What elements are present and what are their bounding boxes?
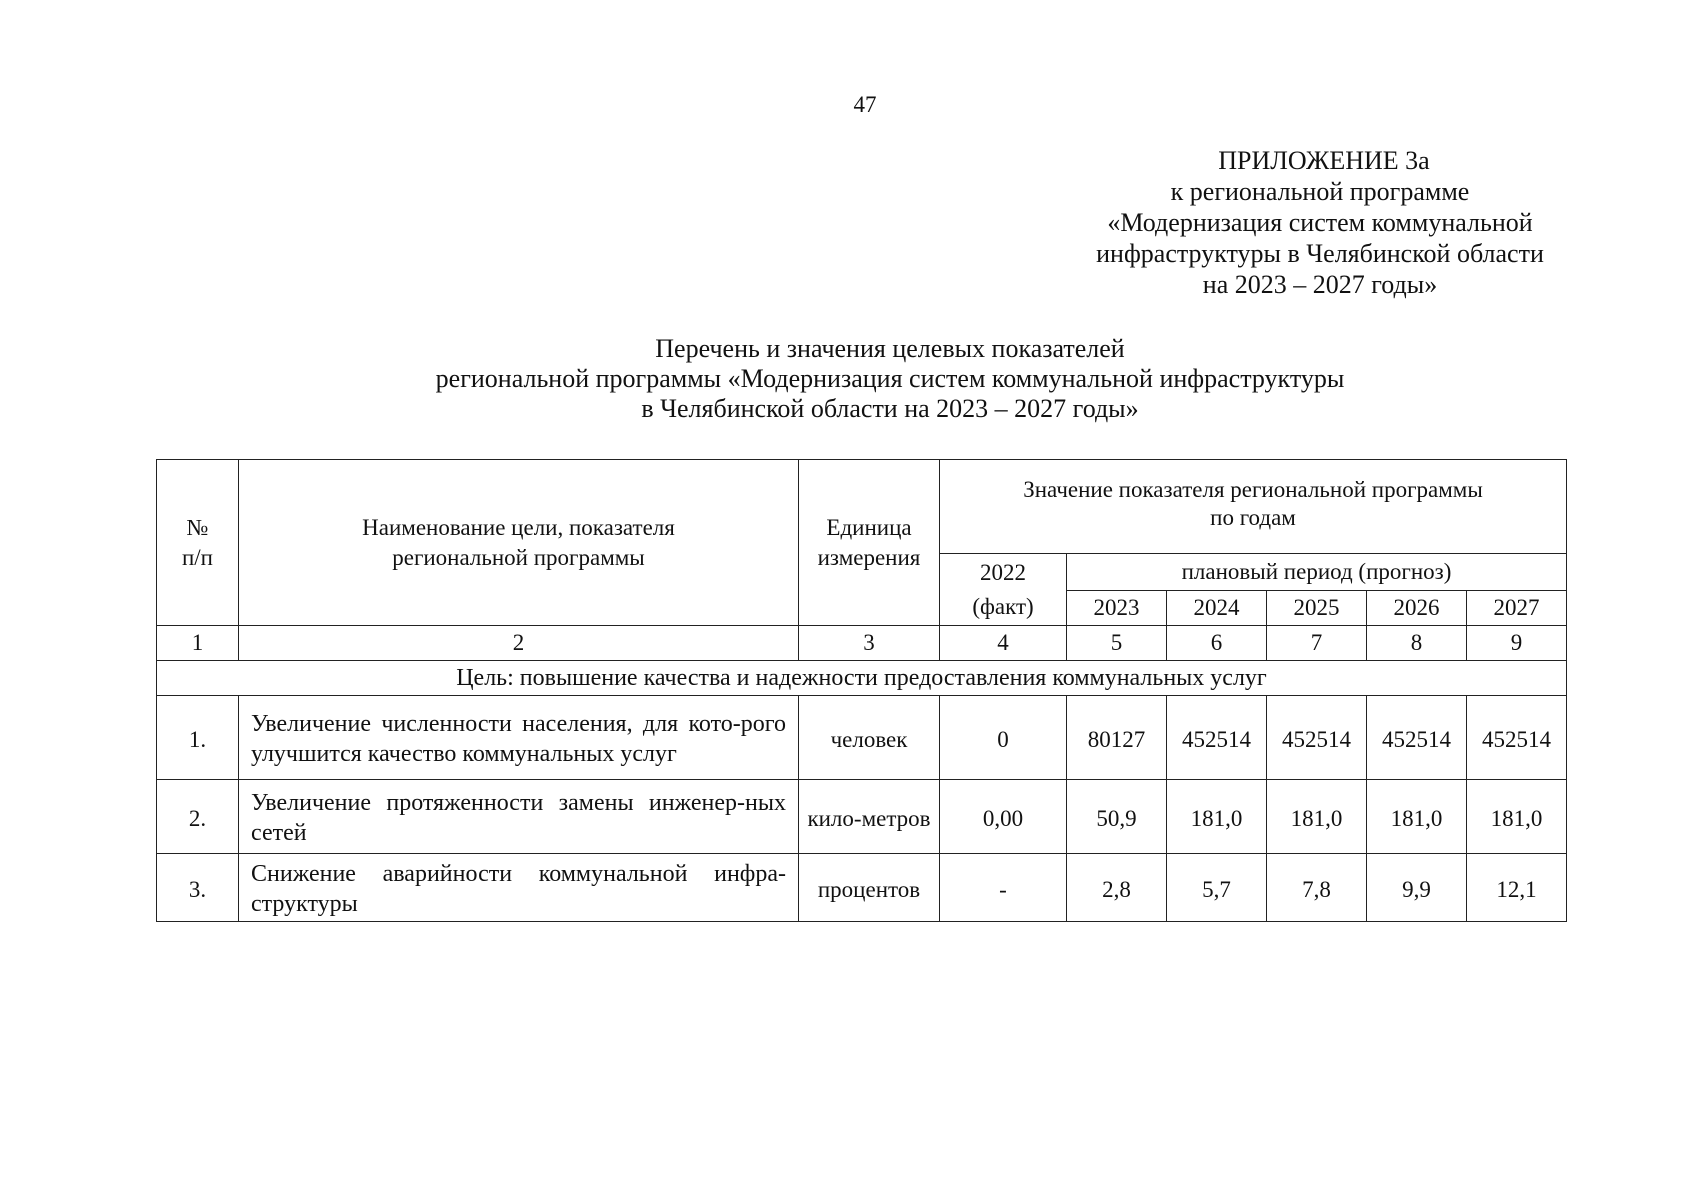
indicator-unit: человек (799, 696, 940, 780)
header-year: 2023 (1067, 591, 1167, 626)
goal-text: Цель: повышение качества и надежности предоставления коммунальных услуг (157, 661, 1567, 696)
indicator-value: 181,0 (1467, 780, 1567, 854)
header-fact-line: (факт) (972, 593, 1034, 619)
indicator-name: Снижение аварийности коммунальной инфра-структуры (239, 854, 799, 922)
table-row (157, 780, 1567, 854)
header-unit-line: измерения (817, 544, 921, 570)
header-number (157, 460, 239, 626)
appendix-line: к региональной программе (1170, 177, 1470, 206)
header-values-line: по годам (1210, 504, 1296, 530)
column-number: 3 (799, 626, 940, 661)
indicator-value: 0 (940, 696, 1067, 780)
page-number: 47 (853, 92, 877, 117)
header-name-line: Наименование цели, показателя (362, 514, 675, 540)
indicator-unit: кило-метров (799, 780, 940, 854)
indicator-name: Увеличение протяженности замены инженер-ных сетей (239, 780, 799, 854)
goal-row (157, 661, 1567, 696)
indicator-value: 181,0 (1267, 780, 1367, 854)
header-number-line: п/п (181, 544, 213, 570)
column-number: 9 (1467, 626, 1567, 661)
column-number: 4 (940, 626, 1067, 661)
appendix-line: «Модернизация систем коммунальной (1107, 208, 1533, 237)
header-fact-line: 2022 (980, 559, 1026, 585)
table-header-row (157, 460, 1567, 554)
appendix-line: инфраструктуры в Челябинской области (1096, 239, 1544, 268)
column-number: 7 (1267, 626, 1367, 661)
header-values (940, 460, 1567, 554)
header-values-line: Значение показателя региональной программы (1023, 476, 1483, 502)
document-title-line: в Челябинской области на 2023 – 2027 годы» (641, 394, 1139, 423)
header-unit (799, 460, 940, 626)
header-year: 2026 (1367, 591, 1467, 626)
indicator-value: 2,8 (1067, 854, 1167, 922)
column-number: 1 (157, 626, 239, 661)
indicator-name: Увеличение численности населения, для кото-рого улучшится качество коммунальных услуг (239, 696, 799, 780)
indicator-value: 452514 (1467, 696, 1567, 780)
indicator-value: 80127 (1067, 696, 1167, 780)
header-planned-period: плановый период (прогноз) (1067, 554, 1567, 591)
header-year: 2024 (1167, 591, 1267, 626)
header-fact-year (940, 554, 1067, 626)
appendix-title: ПРИЛОЖЕНИЕ 3а (1218, 146, 1430, 175)
row-number: 1. (157, 696, 239, 780)
indicator-value: 12,1 (1467, 854, 1567, 922)
header-unit-line: Единица (826, 514, 912, 540)
document-title-line: Перечень и значения целевых показателей (655, 334, 1125, 363)
indicator-value: 7,8 (1267, 854, 1367, 922)
indicator-value: 181,0 (1367, 780, 1467, 854)
indicator-value: 452514 (1367, 696, 1467, 780)
document-title (300, 334, 1480, 424)
header-name-line: региональной программы (392, 544, 645, 570)
header-name (239, 460, 799, 626)
indicator-value: 181,0 (1167, 780, 1267, 854)
column-number: 2 (239, 626, 799, 661)
column-number: 5 (1067, 626, 1167, 661)
appendix-line: на 2023 – 2027 годы» (1202, 270, 1438, 299)
indicator-value: 452514 (1267, 696, 1367, 780)
document-title-line: региональной программы «Модернизация систем коммунальной инфраструктуры (435, 364, 1345, 393)
indicator-value: 5,7 (1167, 854, 1267, 922)
header-year: 2025 (1267, 591, 1367, 626)
column-number: 8 (1367, 626, 1467, 661)
table-row (157, 854, 1567, 922)
column-number: 6 (1167, 626, 1267, 661)
row-number: 3. (157, 854, 239, 922)
indicator-value: 9,9 (1367, 854, 1467, 922)
appendix-header (1040, 145, 1600, 300)
table-row (157, 696, 1567, 780)
indicator-value: 452514 (1167, 696, 1267, 780)
indicator-value: - (940, 854, 1067, 922)
indicator-value: 50,9 (1067, 780, 1167, 854)
indicator-unit: процентов (799, 854, 940, 922)
column-number-row (157, 626, 1567, 661)
indicator-value: 0,00 (940, 780, 1067, 854)
header-year: 2027 (1467, 591, 1567, 626)
row-number: 2. (157, 780, 239, 854)
header-number-line: № (186, 514, 209, 540)
indicators-table (156, 459, 1567, 922)
